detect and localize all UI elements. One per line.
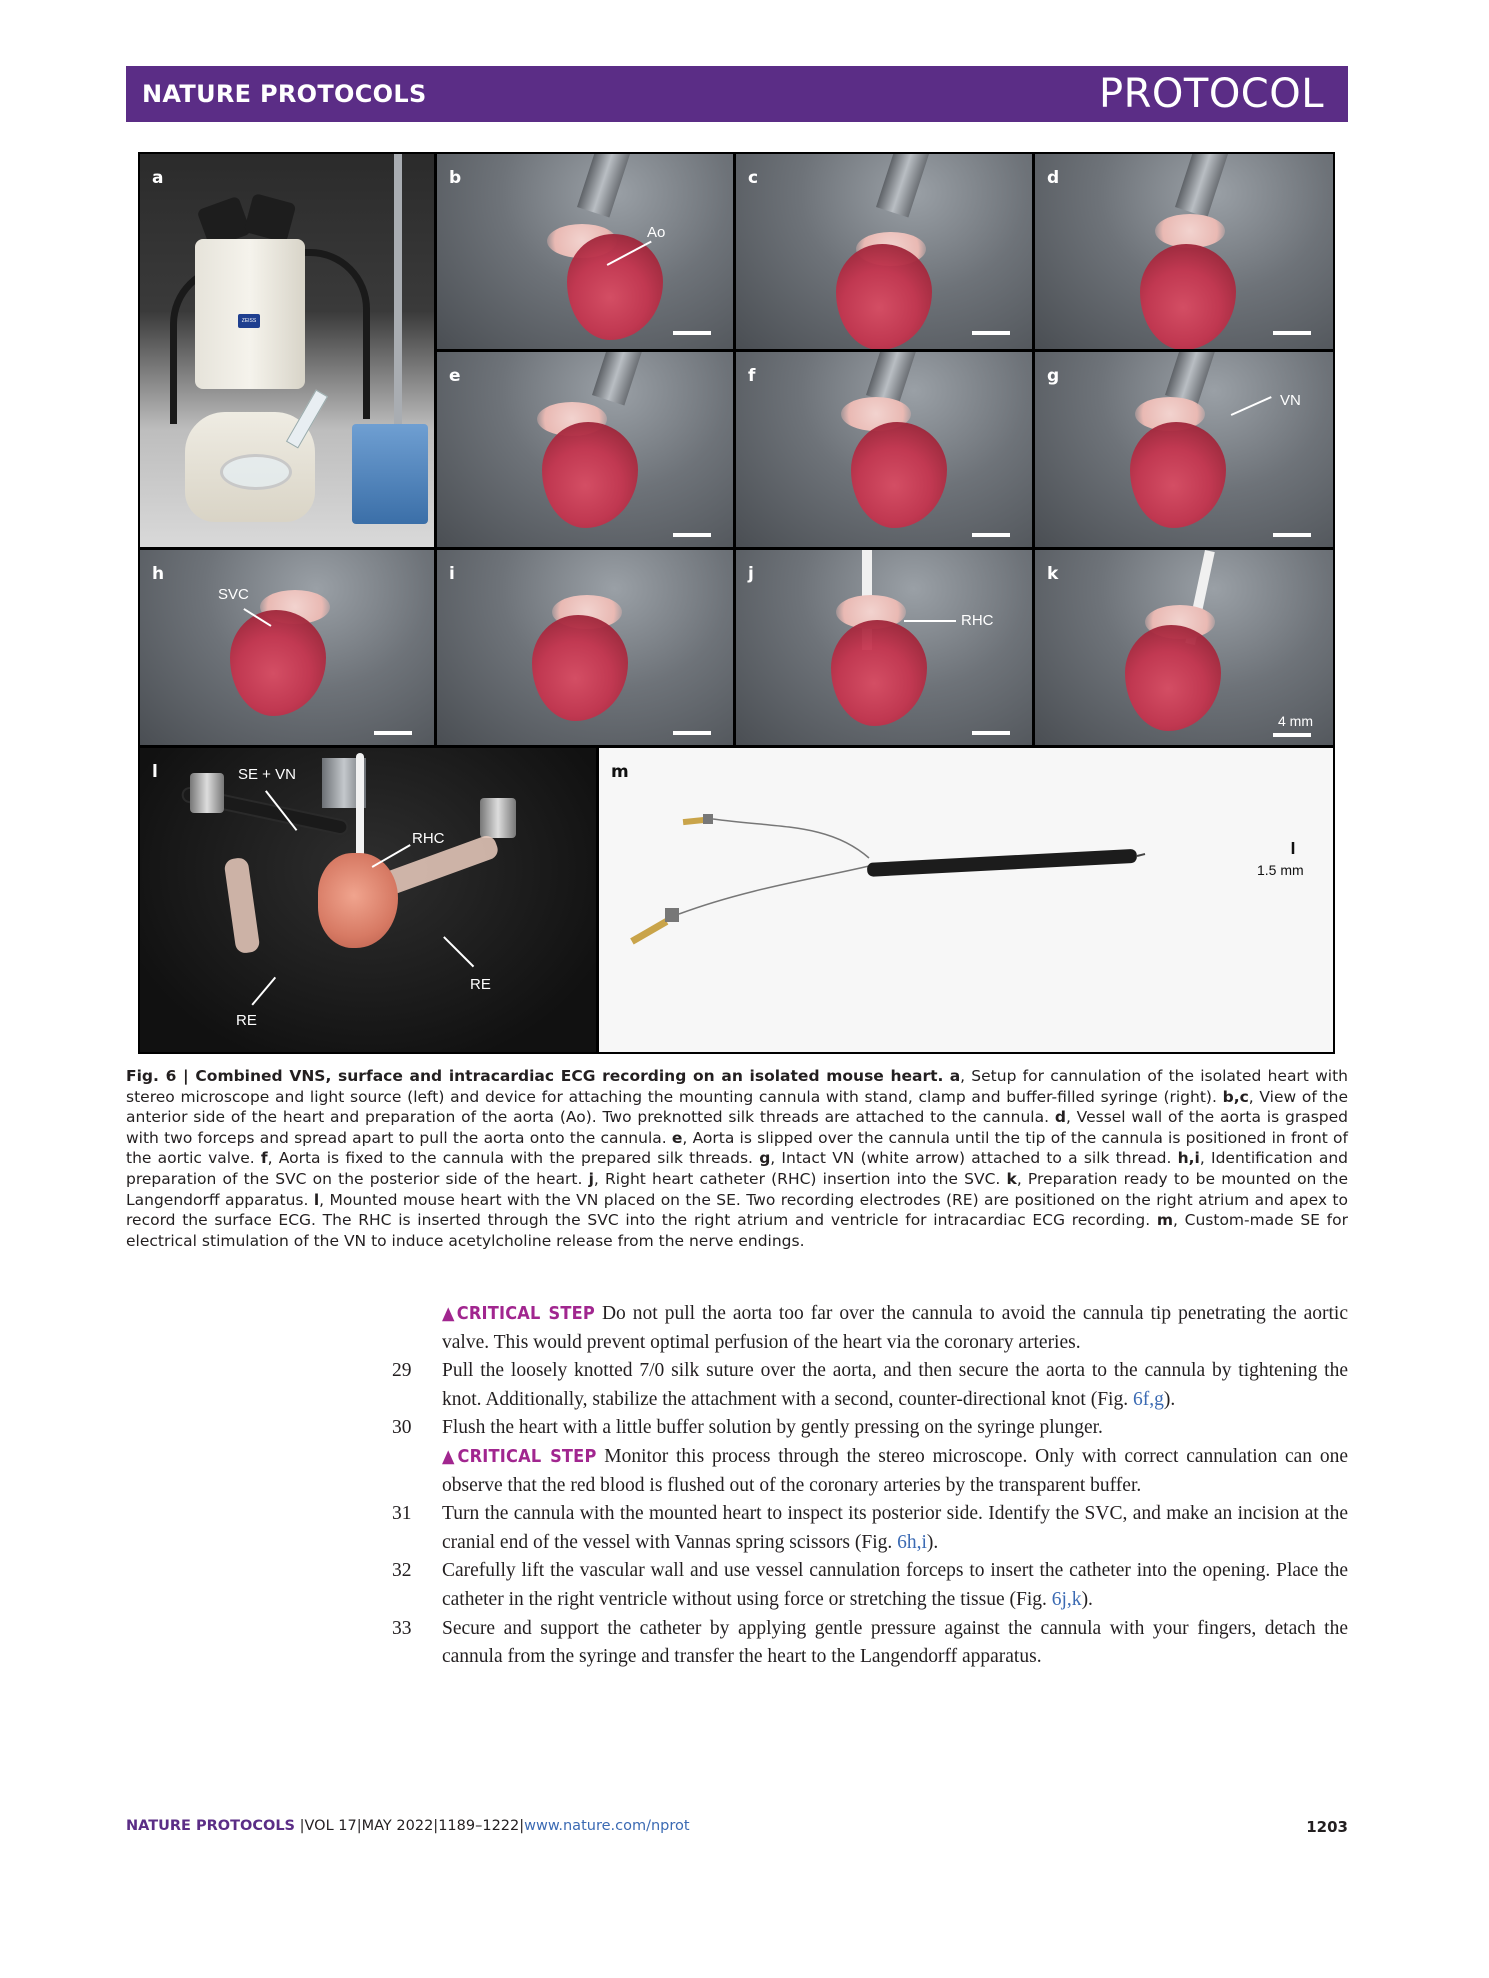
journal-name: NATURE PROTOCOLS: [142, 80, 427, 108]
panel-i: [437, 550, 733, 745]
label-rhc-l: RHC: [412, 830, 445, 847]
scale-bar: [673, 731, 711, 735]
footer-url-link[interactable]: www.nature.com/nprot: [524, 1818, 690, 1834]
caption-tag-d: d: [1054, 1108, 1066, 1127]
panel-label-b: b: [449, 168, 462, 188]
caption-tag-g: g: [759, 1149, 771, 1168]
panel-h: [140, 550, 434, 745]
heart: [542, 422, 638, 528]
vn-arrow: [1231, 396, 1272, 415]
footer-journal: NATURE PROTOCOLS: [126, 1818, 296, 1834]
caption-text-e: , Aorta is slipped over the cannula until the tip of the cannula is positioned in front of the aortic valve.: [126, 1128, 1348, 1168]
procedure-steps: [392, 1300, 1348, 1672]
heart: [1140, 244, 1236, 349]
cannula: [876, 154, 930, 218]
caption-text-g: , Intact VN (white arrow) attached to a silk thread.: [770, 1149, 1178, 1168]
scale-bar: [972, 331, 1010, 335]
step-number: 32: [392, 1560, 412, 1582]
panel-g: [1035, 352, 1333, 547]
scale-bar: [1273, 331, 1311, 335]
figure-reference-link[interactable]: 6j,k: [1051, 1588, 1082, 1610]
caption-text-bc: , View of the anterior side of the heart and preparation of the aorta (Ao). Two preknotted silk threads are attached to the cannula.: [126, 1087, 1348, 1127]
caption-text-f: , Aorta is fixed to the cannula with the prepared silk threads.: [267, 1149, 760, 1168]
cannula: [592, 352, 646, 406]
step-number: 31: [392, 1503, 412, 1525]
rhc-pointer-line: [904, 620, 956, 622]
panel-label-j: j: [748, 564, 754, 584]
footer-volume: VOL 17: [304, 1818, 357, 1834]
heart: [836, 244, 932, 349]
step-number: 30: [392, 1417, 412, 1439]
step-text-end: ).: [1081, 1588, 1093, 1610]
panel-c: [736, 154, 1032, 349]
caption-tag-e: e: [671, 1128, 683, 1147]
heart: [318, 853, 398, 948]
electrode-holder-left: [190, 773, 224, 813]
caption-text-hi: , Identification and preparation of the SVC on the posterior side of the heart.: [126, 1149, 1348, 1188]
step-text-end: ).: [1163, 1388, 1176, 1410]
figure-caption: [126, 1066, 1348, 1251]
zeiss-logo: ZEISS: [238, 314, 260, 328]
panel-label-m: m: [611, 762, 629, 782]
critical-step-label: ▲CRITICAL STEP: [442, 1445, 597, 1467]
scale-bar: [1273, 533, 1311, 537]
footer-pages: 1189–1222: [438, 1818, 520, 1834]
critical-step-label: ▲CRITICAL STEP: [442, 1303, 595, 1324]
caption-tag-m: m: [1156, 1211, 1173, 1230]
footer-separator: |: [433, 1818, 439, 1834]
panel-e: [437, 352, 733, 547]
re-left-pointer-line: [251, 977, 275, 1006]
critical-step-text: Monitor this process through the stereo microscope. Only with correct cannulation can one observe that the red blood is flushed out of the coronary arteries by the transparent buffer.: [442, 1445, 1348, 1496]
caption-tag-bc: b,c: [1222, 1087, 1249, 1106]
panel-l-mounted-heart: [140, 748, 596, 1052]
stand-base: [352, 424, 428, 524]
article-type: PROTOCOL: [1098, 71, 1324, 117]
caption-tag-j: j: [588, 1169, 594, 1188]
wire-top: [713, 819, 869, 858]
panel-label-k: k: [1047, 564, 1059, 584]
label-rhc-j: RHC: [961, 612, 994, 629]
scale-bar: [673, 533, 711, 537]
label-se-vn: SE + VN: [238, 766, 296, 783]
page-number: 1203: [1306, 1818, 1348, 1836]
panel-label-a: a: [152, 168, 164, 188]
panel-b: [437, 154, 733, 349]
step-33: [392, 1615, 1348, 1672]
heart: [230, 610, 326, 716]
caption-text-d: , Vessel wall of the aorta is grasped with two forceps and spread apart to pull the aorta onto the cannula.: [126, 1108, 1348, 1147]
critical-step-1: [392, 1300, 1348, 1357]
scale-bar: [972, 731, 1010, 735]
figure-reference-link[interactable]: 6h,i: [897, 1531, 927, 1553]
caption-tag-k: k: [1006, 1169, 1017, 1188]
caption-tag-hi: h,i: [1177, 1149, 1200, 1168]
scale-bar: [972, 533, 1010, 537]
panel-label-f: f: [748, 366, 756, 386]
recording-electrode-left: [224, 857, 261, 954]
microscope-eyepiece-right: [244, 193, 297, 243]
cannula: [577, 154, 631, 218]
scale-label-4mm: 4 mm: [1278, 713, 1313, 729]
cannula: [1175, 154, 1229, 218]
critical-step-2: [392, 1443, 1348, 1500]
scale-label-1-5mm: 1.5 mm: [1257, 862, 1304, 878]
panel-f: [736, 352, 1032, 547]
step-text: Carefully lift the vascular wall and use vessel cannulation forceps to insert the catheter into the opening. Place the catheter in the right ventricle without using force or stretching the tissue (Fig.: [442, 1560, 1348, 1610]
critical-step-text: Do not pull the aorta too far over the cannula to avoid the cannula tip penetrating the aortic valve. This would prevent optimal perfusion of the heart via the coronary arteries.: [442, 1303, 1348, 1353]
heart: [567, 234, 663, 340]
panel-label-e: e: [449, 366, 461, 386]
heart: [1130, 422, 1226, 528]
caption-title: Fig. 6 | Combined VNS, surface and intracardiac ECG recording on an isolated mouse heart.: [126, 1067, 944, 1085]
caption-text-l: , Mounted mouse heart with the VN placed on the SE. Two recording electrodes (RE) are positioned on the right atrium and apex to record the surface ECG. The RHC is inserted through the SVC into the right atrium and ventricle for intracardiac ECG recording.: [126, 1190, 1348, 1230]
caption-tag-f: f: [260, 1149, 268, 1168]
heart: [851, 422, 947, 528]
caption-text-m: , Custom-made SE for electrical stimulation of the VN to induce acetylcholine release from the nerve endings.: [126, 1211, 1348, 1250]
step-30: [392, 1414, 1348, 1443]
footer-separator: |: [299, 1818, 305, 1834]
caption-tag-l: l: [313, 1190, 320, 1209]
caption-text-j: , Right heart catheter (RHC) insertion into the SVC.: [593, 1169, 1007, 1188]
caption-tag-a: a: [949, 1067, 961, 1085]
heart: [831, 620, 927, 726]
step-number: 33: [392, 1617, 412, 1639]
step-text: Flush the heart with a little buffer solution by gently pressing on the syringe plunger.: [442, 1417, 1103, 1439]
panel-label-l: l: [152, 762, 158, 782]
panel-label-c: c: [748, 168, 759, 188]
wire-bottom: [679, 866, 869, 914]
scale-bar: [374, 731, 412, 735]
journal-header-bar: [126, 66, 1348, 122]
label-ao: Ao: [647, 224, 666, 241]
panel-label-h: h: [152, 564, 165, 584]
panel-d: [1035, 154, 1333, 349]
step-text-end: ).: [926, 1531, 939, 1553]
label-svc: SVC: [218, 586, 249, 603]
scale-bar: [1273, 733, 1311, 737]
step-31: [392, 1500, 1348, 1557]
re-right-pointer-line: [443, 936, 474, 967]
panel-j: [736, 550, 1032, 745]
connector-pin-bottom: [630, 908, 679, 944]
label-re-right: RE: [470, 976, 491, 993]
panel-label-d: d: [1047, 168, 1060, 188]
footer-separator: |: [519, 1818, 525, 1834]
label-vn: VN: [1280, 392, 1301, 409]
heart: [1125, 625, 1221, 731]
footer-separator: |: [356, 1818, 362, 1834]
cable-tip-wire: [1137, 854, 1145, 856]
heart: [532, 615, 628, 721]
label-re-left: RE: [236, 1012, 257, 1029]
insulated-cable: [867, 849, 1137, 877]
caption-text-k: , Preparation ready to be mounted on the Langendorff apparatus.: [126, 1169, 1348, 1209]
figure-reference-link[interactable]: 6f,g: [1132, 1388, 1164, 1410]
step-text: Turn the cannula with the mounted heart to inspect its posterior side. Identify the SVC, and make an incision at the cranial end of the vessel with Vannas spring scissors (Fig.: [442, 1503, 1348, 1553]
panel-label-i: i: [449, 564, 455, 584]
page-footer: [126, 1818, 690, 1834]
panel-a-microscope-setup: [140, 154, 434, 547]
step-text: Pull the loosely knotted 7/0 silk suture over the aorta, and then secure the aorta to the cannula by tightening the knot. Additionally, stabilize the attachment with a second, counter-directional knot (Fig.: [442, 1360, 1348, 1410]
step-text: Secure and support the catheter by applying gentle pressure against the cannula with your fingers, detach the cannula from the syringe and transfer the heart to the Langendorff apparatus.: [442, 1617, 1348, 1668]
panel-m-stimulation-electrode: [599, 748, 1333, 1052]
step-number: 29: [392, 1360, 412, 1382]
panel-k: [1035, 550, 1333, 745]
petri-dish: [220, 454, 292, 490]
step-29: [392, 1357, 1348, 1414]
aorta-tissue: [1155, 214, 1225, 248]
caption-text-a: , Setup for cannulation of the isolated heart with stereo microscope and light source (left) and device for attaching the mounting cannula with stand, clamp and buffer-filled syringe (right).: [126, 1067, 1348, 1106]
figure-6: [138, 152, 1335, 1054]
electrode-holder-right: [480, 798, 516, 838]
panel-label-g: g: [1047, 366, 1060, 386]
footer-date: MAY 2022: [361, 1818, 434, 1834]
electrode-wires-drawing: [599, 748, 1333, 1052]
step-32: [392, 1557, 1348, 1614]
scale-bar: [673, 331, 711, 335]
connector-pin-top: [683, 814, 713, 825]
